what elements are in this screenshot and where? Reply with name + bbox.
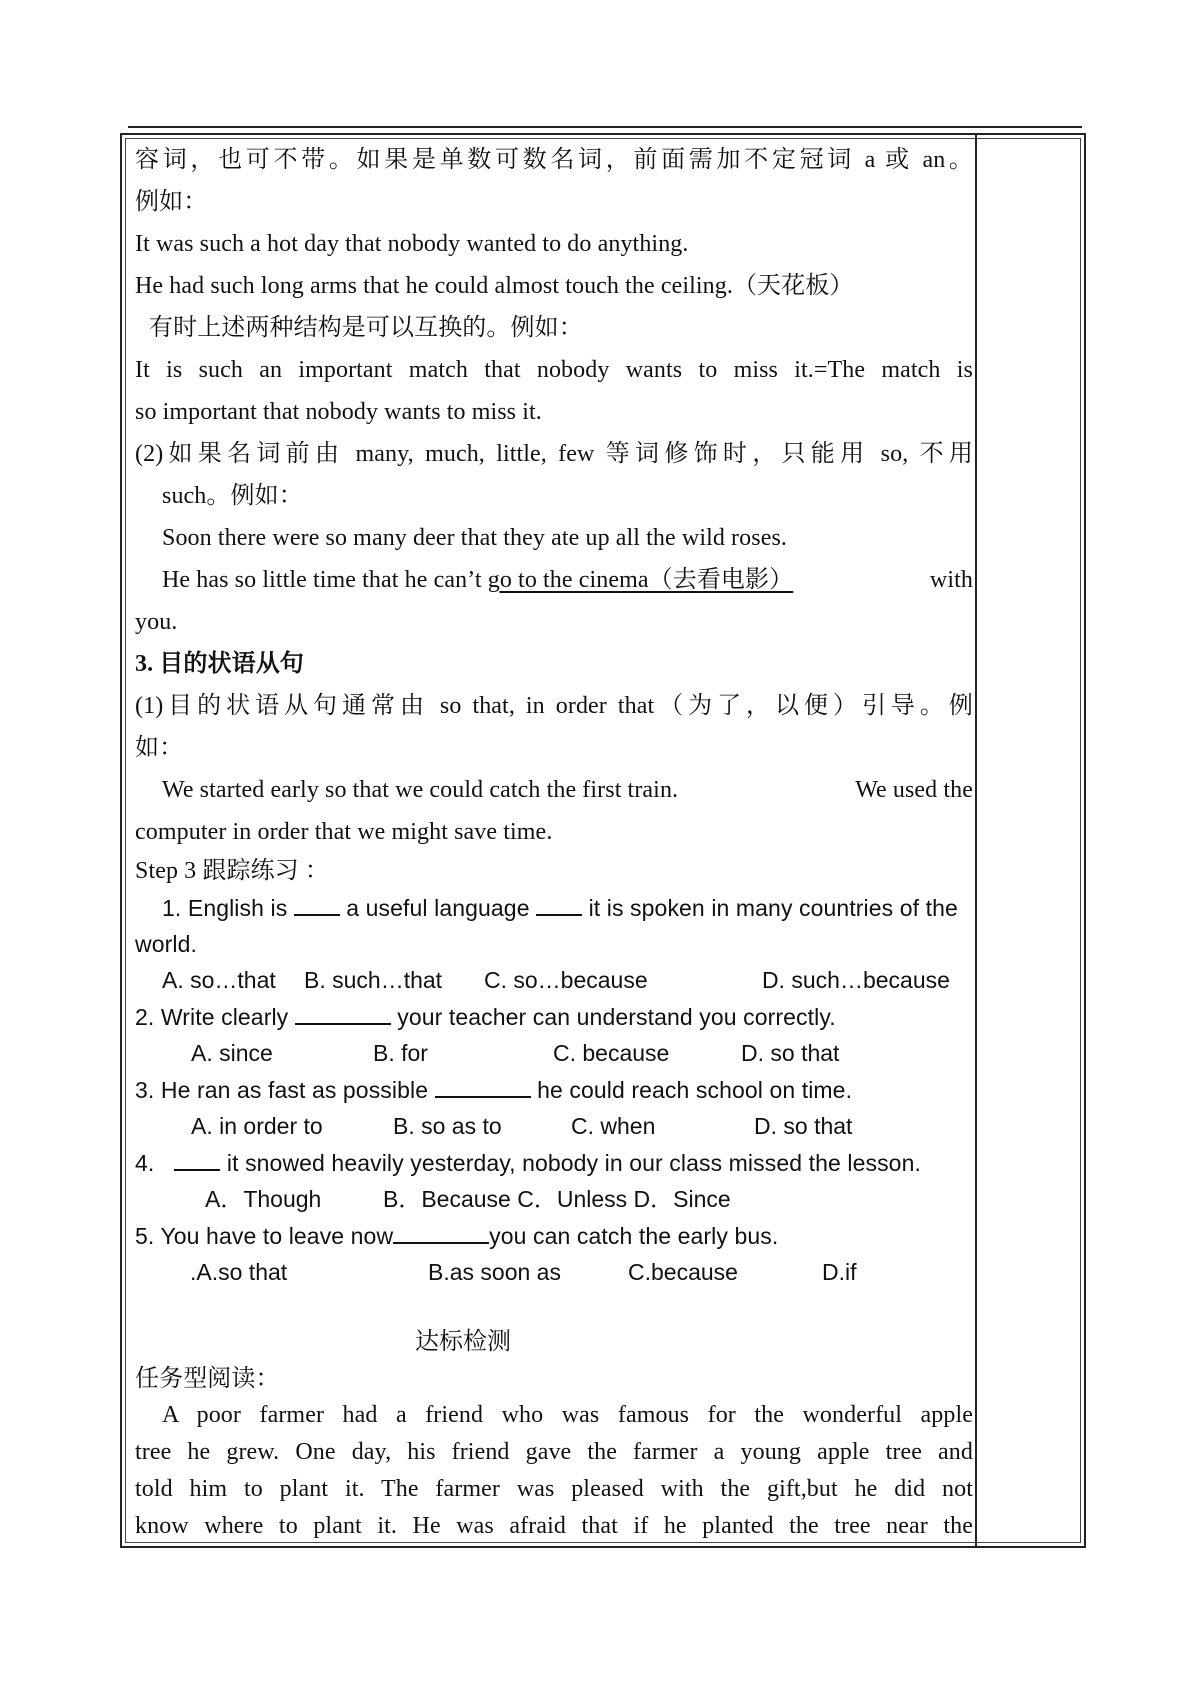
passage-line: A poor farmer had a friend who was famous for the wonderful apple [162, 1402, 973, 1428]
task-label: 任务型阅读： [135, 1366, 280, 1392]
option: D. so that [741, 1040, 840, 1066]
option: A. in order to [191, 1113, 323, 1139]
question-5 [135, 1221, 778, 1251]
example-text: He has so little time that he can’t [162, 567, 488, 593]
grammar-rule-2: (2)如果名词前由 many, much, little, few 等词修饰时，只能用 so, 不用 [135, 441, 973, 467]
option: C. when [571, 1113, 656, 1139]
question-2 [135, 1002, 836, 1032]
passage-line: told him to plant it. The farmer was pleased with the gift,but he did not [135, 1476, 973, 1502]
question-text: 5. You have to leave now [135, 1223, 394, 1249]
question-text: a useful language [339, 895, 537, 921]
section-heading: 3. 目的状语从句 [135, 651, 304, 677]
option: D.if [822, 1259, 857, 1285]
purpose-rule: (1)目的状语从句通常由 so that, in order that（为了，以便）引导。例 [135, 693, 973, 719]
grammar-intro-line1: 容词，也可不带。如果是单数可数名词，前面需加不定冠词 a 或 an。 [135, 147, 973, 173]
answer-blank [536, 894, 582, 916]
example-text: We started early so that we could catch the first train. [162, 777, 679, 803]
example-text: We used the [855, 777, 973, 803]
grammar-rule-2-cont: such。例如： [162, 483, 303, 509]
option: C. because [553, 1040, 670, 1066]
question-text: you can catch the early bus. [489, 1223, 779, 1249]
question-1 [162, 893, 973, 923]
example-sentence: computer in order that we might save time. [135, 819, 553, 845]
question-text: it is spoken in many countries of the [582, 895, 958, 921]
option: C.because [628, 1259, 738, 1285]
option: B. so as to [393, 1113, 502, 1139]
option: B．Because C．Unless D．Since [383, 1186, 731, 1212]
question-4 [135, 1148, 921, 1178]
purpose-rule-cont: 如： [135, 735, 184, 761]
step-label: Step 3 跟踪练习 ： [135, 858, 329, 884]
underlined-phrase: go to the cinema（去看电影） [487, 567, 794, 593]
answer-blank [295, 1003, 391, 1025]
option: A．Though [205, 1186, 322, 1212]
option: B. for [373, 1040, 428, 1066]
answer-blank [393, 1222, 489, 1244]
option: B.as soon as [428, 1259, 561, 1285]
question-text: your teacher can understand you correctly. [390, 1004, 836, 1030]
passage-line: tree he grew. One day, his friend gave the farmer a young apple tree and [135, 1439, 973, 1465]
example-sentence: He had such long arms that he could almost touch the ceiling.（天花板） [135, 273, 854, 299]
question-text: 4. [135, 1150, 155, 1176]
question-text: 3. He ran as fast as possible [135, 1077, 435, 1103]
grammar-intro-line2: 例如： [135, 189, 208, 215]
question-text: it snowed heavily yesterday, nobody in our class missed the lesson. [220, 1150, 921, 1176]
header-rule [128, 126, 1082, 128]
example-sentence: so important that nobody wants to miss it. [135, 399, 542, 425]
example-sentence: It is such an important match that nobody wants to miss it.=The match is [135, 357, 973, 383]
option: C. so…because [484, 967, 648, 993]
option: D. so that [754, 1113, 853, 1139]
option: D. such…because [762, 967, 950, 993]
example-sentence [162, 565, 973, 595]
answer-blank [294, 894, 340, 916]
question-text: 2. Write clearly [135, 1004, 295, 1030]
example-text: with [929, 567, 973, 593]
passage-line: know where to plant it. He was afraid that if he planted the tree near the [135, 1513, 973, 1539]
question-1-cont: world. [135, 931, 197, 957]
example-sentence: you. [135, 609, 178, 635]
question-text: he could reach school on time. [530, 1077, 853, 1103]
example-sentence: It was such a hot day that nobody wanted to do anything. [135, 231, 689, 257]
question-3 [135, 1075, 852, 1105]
option: .A.so that [190, 1259, 288, 1285]
content-column [135, 135, 973, 1546]
option: B. such…that [304, 967, 443, 993]
option: A. since [191, 1040, 273, 1066]
notes-column [977, 135, 1084, 1546]
answer-blank [174, 1149, 220, 1171]
example-sentence [162, 775, 973, 805]
interchange-note: 有时上述两种结构是可以互换的。例如： [149, 315, 583, 341]
question-text: 1. English is [162, 895, 294, 921]
example-sentence: Soon there were so many deer that they ate up all the wild roses. [162, 525, 787, 551]
section-title: 达标检测 [415, 1329, 511, 1355]
worksheet-table [120, 133, 1086, 1548]
option: A. so…that [162, 967, 276, 993]
answer-blank [435, 1076, 531, 1098]
